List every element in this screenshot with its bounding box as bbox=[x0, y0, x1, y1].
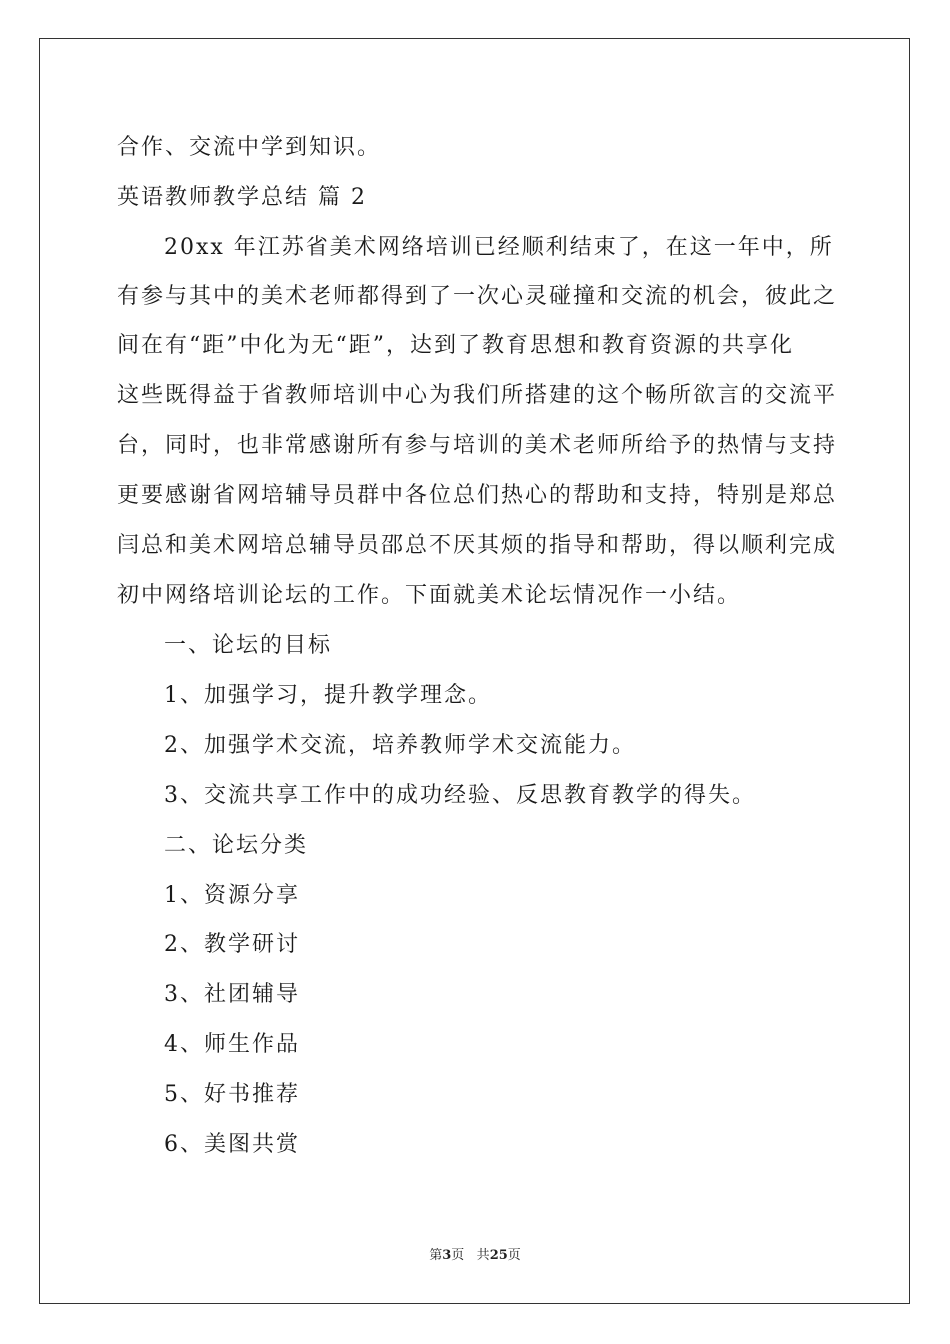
section1-title: 一、论坛的目标 bbox=[164, 633, 333, 658]
body-line: 初中网络培训论坛的工作。下面就美术论坛情况作一小结。 bbox=[117, 583, 742, 608]
list-item: 1、资源分享 bbox=[164, 883, 300, 908]
page-border bbox=[39, 38, 910, 1304]
section-heading: 英语教师教学总结 篇 2 bbox=[117, 185, 367, 210]
list-item: 6、美图共赏 bbox=[164, 1132, 300, 1157]
total-prefix: 共 bbox=[476, 1248, 490, 1263]
list-item: 2、加强学术交流，培养教师学术交流能力。 bbox=[164, 733, 636, 758]
list-item: 3、社团辅导 bbox=[164, 982, 300, 1007]
list-item: 2、教学研讨 bbox=[164, 932, 300, 957]
list-item: 1、加强学习，提升教学理念。 bbox=[164, 683, 492, 708]
section2-title: 二、论坛分类 bbox=[164, 833, 309, 858]
body-line: 闫总和美术网培总辅导员邵总不厌其烦的指导和帮助，得以顺利完成 bbox=[117, 533, 838, 558]
page-footer bbox=[0, 1248, 950, 1264]
list-item: 3、交流共享工作中的成功经验、反思教育教学的得失。 bbox=[164, 783, 756, 808]
list-item: 4、师生作品 bbox=[164, 1032, 300, 1057]
body-line: 台，同时，也非常感谢所有参与培训的美术老师所给予的热情与支持 bbox=[117, 433, 838, 458]
body-line: 有参与其中的美术老师都得到了一次心灵碰撞和交流的机会，彼此之 bbox=[117, 284, 838, 309]
page-number: 3 bbox=[442, 1248, 452, 1263]
body-line: 更要感谢省网培辅导员群中各位总们热心的帮助和支持，特别是郑总 bbox=[117, 483, 838, 508]
page-prefix: 第 bbox=[429, 1248, 443, 1263]
total-pages: 25 bbox=[489, 1248, 508, 1263]
carryover-line: 合作、交流中学到知识。 bbox=[117, 135, 382, 160]
body-line: 间在有“距”中化为无“距”，达到了教育思想和教育资源的共享化 bbox=[117, 333, 794, 358]
body-line: 20xx 年江苏省美术网络培训已经顺利结束了，在这一年中，所 bbox=[164, 235, 834, 260]
total-suffix: 页 bbox=[507, 1248, 521, 1263]
list-item: 5、好书推荐 bbox=[164, 1082, 300, 1107]
page-suffix: 页 bbox=[451, 1248, 465, 1263]
body-line: 这些既得益于省教师培训中心为我们所搭建的这个畅所欲言的交流平 bbox=[117, 383, 838, 408]
